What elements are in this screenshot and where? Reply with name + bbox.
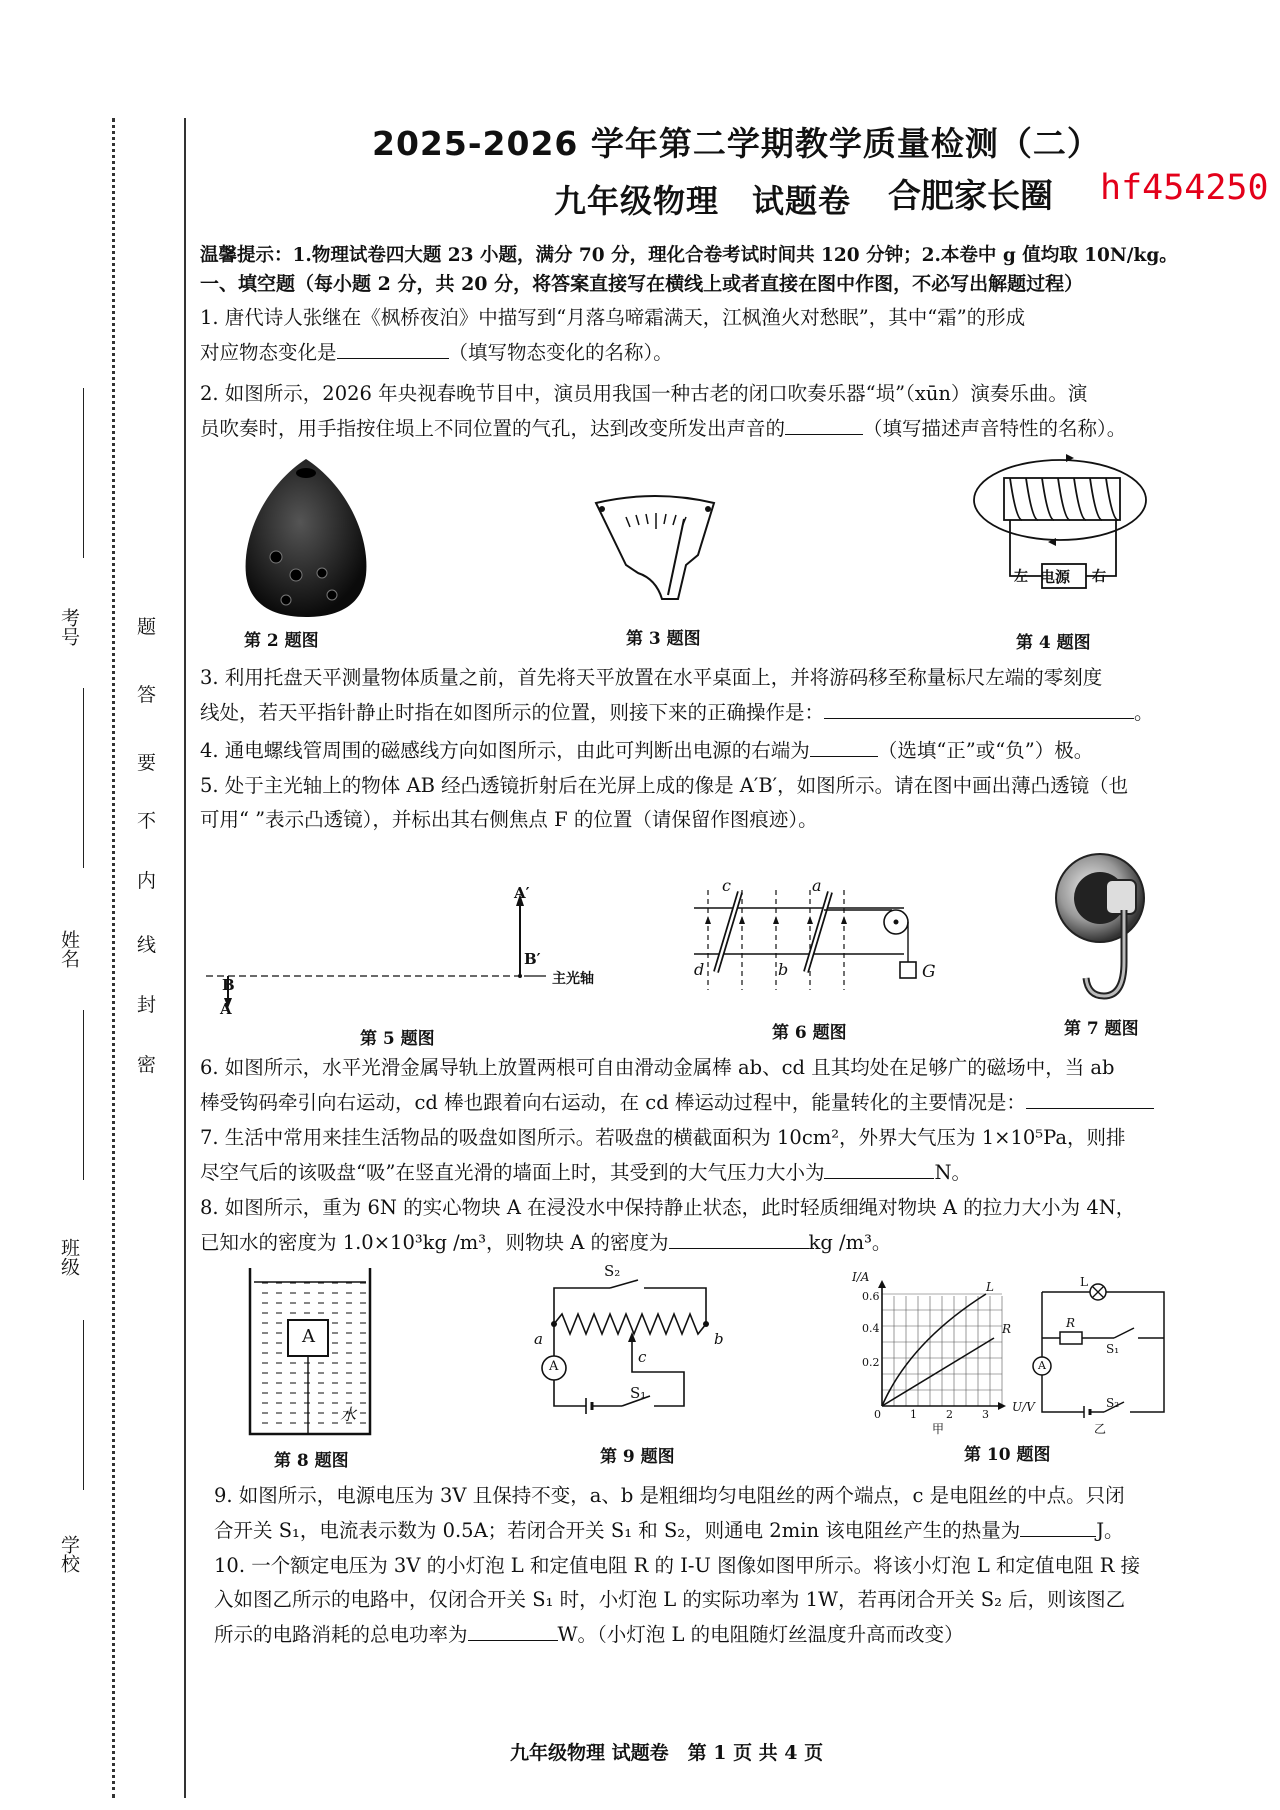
q2-line1: 2. 如图所示，2026 年央视春晚节目中，演员用我国一种古老的闭口吹奏乐器“埙”（xūn）演奏乐曲。演 [200,382,1088,405]
q3-line2: 线处，若天平指针静止时指在如图所示的位置，则接下来的正确操作是： 。 [200,701,1154,724]
field-name-label: 姓名 [58,930,80,968]
seal-char: 不 [137,810,157,832]
fig4-power-label: 电源 [1040,568,1071,586]
fig4-right-label: 右 [1092,569,1106,585]
fig6-label-G: G [922,962,936,982]
fig7-caption: 第 7 题图 [1064,1019,1139,1039]
answer-blank[interactable] [1026,1090,1154,1109]
fig10-yi-circuit [1034,1282,1174,1422]
q4-line: 4. 通电螺线管周围的磁感线方向如图所示，由此可判断出电源的右端为 （选填“正”或“负”）极。 [200,739,1094,762]
fig2-caption: 第 2 题图 [244,631,319,651]
fig6-label-c: c [722,876,731,895]
seal-char: 内 [137,870,157,892]
fig6-label-b: b [778,960,789,979]
fig10-xtick: 0 [874,1408,881,1421]
q2-line2: 员吹奏时，用手指按住埙上不同位置的气孔，达到改变所发出声音的 （填写描述声音特性的名称）。 [200,417,1127,440]
fig8-water-label: 水 [340,1405,357,1424]
q10-line2: 入如图乙所示的电路中，仅闭合开关 S₁ 时，小灯泡 L 的实际功率为 1W，若再闭合开关 S₂ 后，则该图乙 [214,1588,1126,1611]
fig9-S1-label: S₁ [630,1384,647,1402]
q10-line1: 10. 一个额定电压为 3V 的小灯泡 L 和定值电阻 R 的 I-U 图像如图甲所示。将该小灯泡 L 和定值电阻 R 接 [214,1554,1141,1577]
fig5-label-B-prime: B′ [524,950,541,968]
q5-line2: 可用“ ”表示凸透镜），并标出其右侧焦点 F 的位置（请保留作图痕迹）。 [200,808,818,831]
fig10-yi-S1-label: S₁ [1106,1342,1120,1356]
fig10-curve-L [882,1294,986,1406]
field-class-label: 班级 [58,1238,80,1276]
exam-title: 2025-2026 学年第二学期教学质量检测（二） [372,124,1101,163]
fig2-xun-image [236,455,376,615]
seal-char: 题 [137,616,157,638]
fig10-ylabel: I/A [852,1270,870,1284]
fig6-label-d: d [694,960,705,979]
margin-border-line [184,118,186,1798]
q1-line1: 1. 唐代诗人张继在《枫桥夜泊》中描写到“月落乌啼霜满天，江枫渔火对愁眠”，其中“霜”的形成 [200,306,1026,329]
q7-line1: 7. 生活中常用来挂生活物品的吸盘如图所示。若吸盘的横截面积为 10cm²，外界大气压为 1×10⁵Pa，则排 [200,1126,1126,1149]
q6-line2: 棒受钩码牵引向右运动，cd 棒也跟着向右运动，在 cd 棒运动过程中，能量转化的主要情况是： [200,1090,1154,1115]
fig10-xtick: 3 [982,1408,989,1421]
fig4-left-label: 左 [1014,569,1028,585]
answer-blank[interactable] [669,1230,809,1249]
section-heading: 一、填空题（每小题 2 分，共 20 分，将答案直接写在横线上或者直接在图中作图，不必写出解题过程） [200,273,1084,295]
fig6-caption: 第 6 题图 [772,1023,847,1043]
fig5-caption: 第 5 题图 [360,1029,435,1049]
fig10-caption: 第 10 题图 [964,1445,1051,1465]
fig10-yi-ammeter-label: A [1038,1359,1046,1372]
answer-blank[interactable] [468,1622,558,1641]
watermark-text: 合肥家长圈 [888,176,1053,215]
fig8-block-label: A [302,1326,315,1347]
fig9-caption: 第 9 题图 [600,1447,675,1467]
fig8-beaker [246,1268,376,1438]
field-name-line [83,688,84,868]
field-school-label: 学校 [58,1535,80,1573]
fig9-S2-label: S₂ [604,1262,621,1280]
q5-line1: 5. 处于主光轴上的物体 AB 经凸透镜折射后在光屏上成的像是 A′B′，如图所示。请在图中画出薄凸透镜（也 [200,774,1129,797]
q1-line2: 对应物态变化是 （填写物态变化的名称）。 [200,341,673,364]
fig4-solenoid [970,452,1150,612]
q9-line2: 合开关 S₁，电流表示数为 0.5A；若闭合开关 S₁ 和 S₂，则通电 2min 该电阻丝产生的热量为 J。 [214,1519,1124,1542]
seal-char: 线 [137,934,157,956]
q8-line2: 已知水的密度为 1.0×10³kg /m³，则物块 A 的密度为 kg /m³。 [200,1231,892,1254]
q6-line1: 6. 如图所示，水平光滑金属导轨上放置两根可自由滑动金属棒 ab、cd 且其均处在足够广的磁场中，当 ab [200,1056,1115,1079]
seal-char: 封 [137,994,157,1016]
field-class-line [83,1010,84,1180]
fig5-axis-label: 主光轴 [552,971,594,987]
q3-line1: 3. 利用托盘天平测量物体质量之前，首先将天平放置在水平桌面上，并将游码移至称量标尺左端的零刻度 [200,666,1103,689]
page-footer: 九年级物理 试题卷 第 1 页 共 4 页 [510,1742,824,1764]
notice: 温馨提示：1.物理试卷四大题 23 小题，满分 70 分，理化合卷考试时间共 120 分钟；2.本卷中 g 值均取 10N/kg。 [200,245,1178,266]
fig3-caption: 第 3 题图 [626,629,701,649]
fig10-yi-S2-label: S₂ [1106,1396,1120,1410]
answer-blank[interactable] [1020,1518,1096,1537]
q9-line1: 9. 如图所示，电源电压为 3V 且保持不变，a、b 是粗细均匀电阻丝的两个端点，c 是电阻丝的中点。只闭 [214,1484,1125,1507]
fig10-ytick: 0.2 [862,1356,880,1369]
field-school-line [83,1320,84,1490]
watermark-code: hf454250 [1100,168,1269,208]
fig9-label-b: b [714,1330,724,1348]
fig10-iu-graph [862,1282,1012,1412]
answer-blank[interactable] [824,1160,934,1179]
field-exam-number-label: 考号 [58,608,80,646]
binding-dotted-line [112,118,115,1798]
answer-blank[interactable] [785,416,863,435]
exam-subtitle: 九年级物理 试题卷 [554,182,852,220]
fig9-ammeter-label: A [549,1359,559,1374]
q10-line3: 所示的电路消耗的总电功率为 W。（小灯泡 L 的电阻随灯丝温度升高而改变） [214,1623,964,1646]
fig10-xlabel: U/V [1012,1400,1035,1414]
fig10-xtick: 1 [910,1408,917,1421]
fig3-balance-pointer [590,495,720,605]
fig8-caption: 第 8 题图 [274,1451,349,1471]
fig10-ytick: 0.6 [862,1290,880,1303]
fig10-yi-L-label: L [1080,1275,1088,1289]
fig9-label-a: a [534,1330,543,1348]
fig10-R-label: R [1002,1322,1012,1336]
field-exam-number-line [83,388,84,558]
fig9-circuit [520,1272,730,1432]
fig10-xtick: 2 [946,1408,953,1421]
fig7-suction-cup-hook [1044,850,1174,1010]
answer-blank[interactable] [810,738,878,757]
answer-blank[interactable] [337,340,449,359]
fig5-label-A-prime: A′ [514,884,530,902]
answer-blank[interactable] [824,700,1134,719]
fig5-lens-diagram [206,880,626,1020]
fig5-label-A: A [220,1000,232,1018]
fig6-rails-diagram [686,880,956,1010]
fig6-label-a: a [812,876,822,895]
fig9-label-c: c [638,1348,647,1366]
q8-line1: 8. 如图所示，重为 6N 的实心物块 A 在浸没水中保持静止状态，此时轻质细绳对物块 A 的拉力大小为 4N， [200,1196,1136,1219]
fig10-yi-label: 乙 [1094,1422,1107,1436]
fig4-caption: 第 4 题图 [1016,633,1091,653]
fig10-ytick: 0.4 [862,1322,880,1335]
fig10-jia-label: 甲 [932,1422,945,1436]
seal-char: 密 [137,1054,157,1076]
fig10-curve-R [882,1338,994,1406]
fig5-label-B: B [222,976,235,994]
fig10-yi-R-label: R [1066,1316,1076,1330]
q7-line2: 尽空气后的该吸盘“吸”在竖直光滑的墙面上时，其受到的大气压力大小为 N。 [200,1161,972,1184]
seal-char: 要 [137,752,157,774]
fig10-L-label: L [986,1280,994,1294]
seal-char: 答 [137,684,157,706]
